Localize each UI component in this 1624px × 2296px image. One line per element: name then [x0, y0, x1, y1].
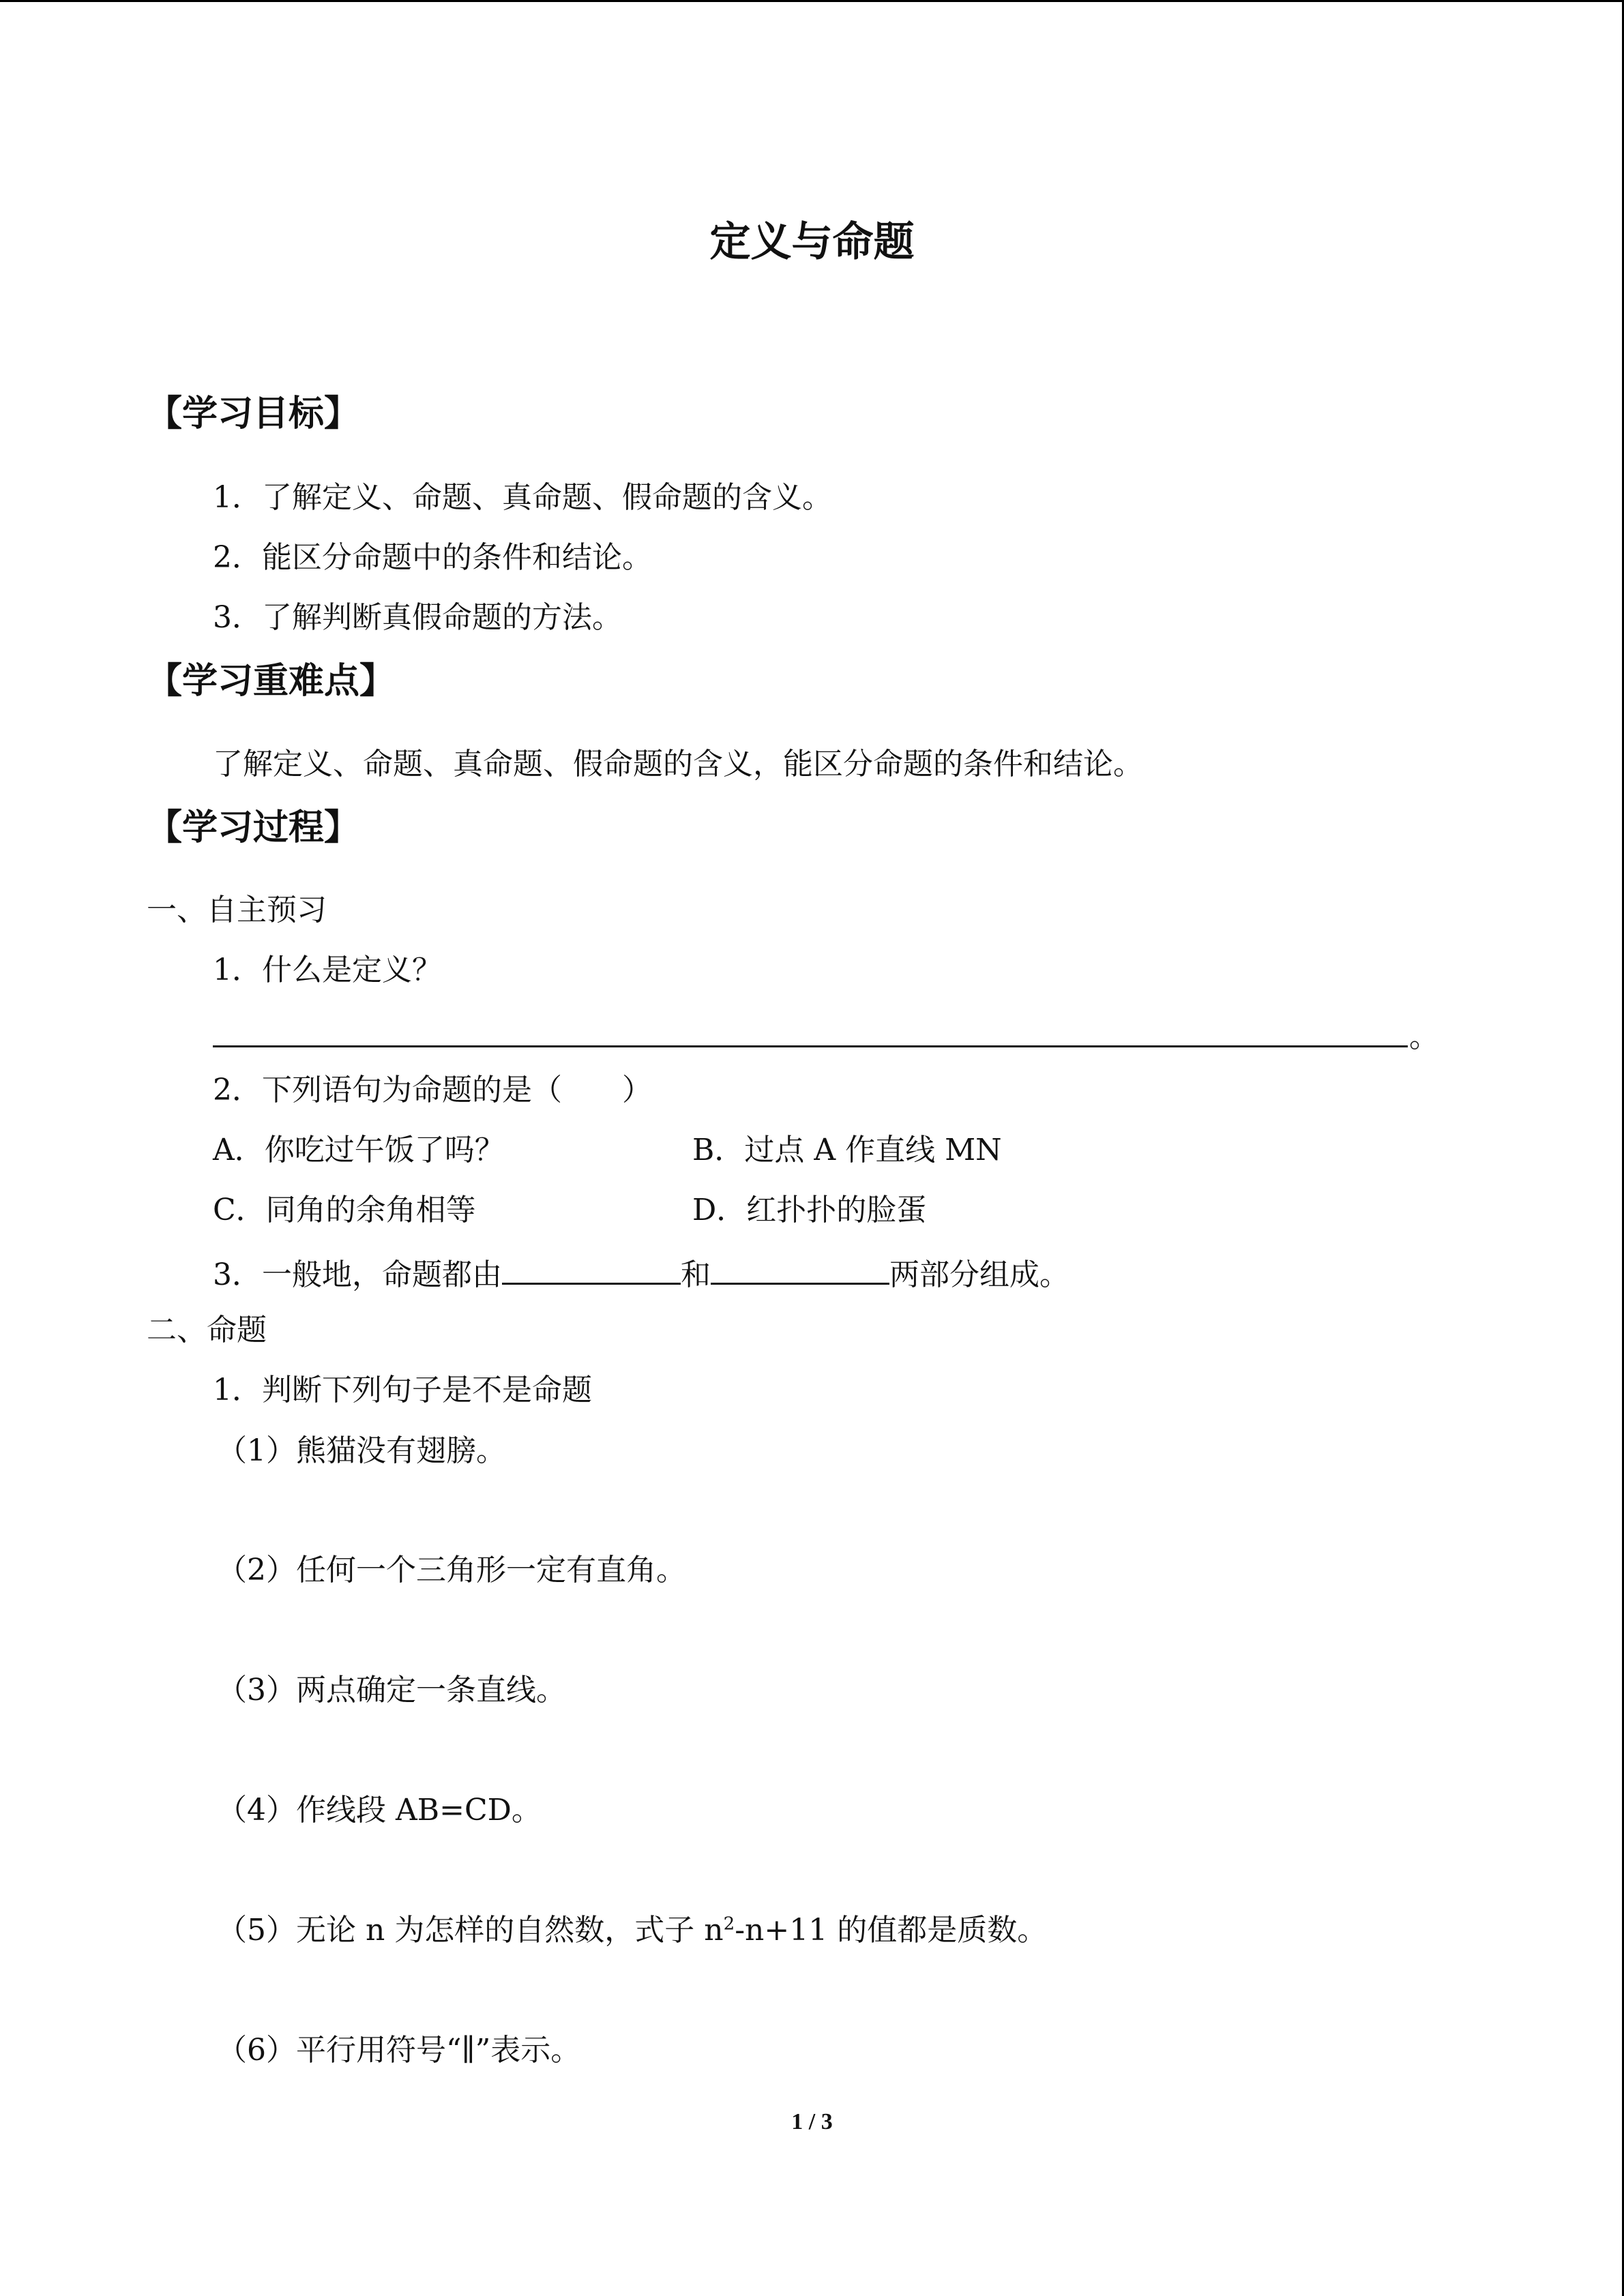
fill-blank-conclusion[interactable]	[711, 1255, 889, 1285]
statement-5	[217, 1913, 1048, 1948]
part1-question-1: 1．什么是定义？	[213, 953, 442, 987]
part1-question-3	[213, 1255, 1069, 1290]
statement-6: （6）平行用符号“∥”表示。	[217, 2033, 581, 2068]
statement-2: （2）任何一个三角形一定有直角。	[217, 1553, 686, 1587]
part2-heading: 二、命题	[147, 1313, 267, 1347]
process-heading: 【学习过程】	[147, 807, 360, 848]
answer-blank-line[interactable]	[213, 1045, 1408, 1047]
statement-5-end: -n+11 的值都是质数。	[735, 1913, 1048, 1948]
answer-line-end-mark: 。	[1409, 1019, 1439, 1054]
option-a: A．你吃过午饭了吗？	[213, 1133, 505, 1167]
question-3-end: 两部分组成。	[889, 1257, 1069, 1292]
goal-item-2: 2．能区分命题中的条件和结论。	[213, 540, 652, 575]
fill-blank-condition[interactable]	[502, 1255, 681, 1285]
key-points-text: 了解定义、命题、真命题、假命题的含义，能区分命题的条件和结论。	[213, 747, 1143, 781]
option-c: C．同角的余角相等	[213, 1193, 476, 1227]
part1-question-2: 2．下列语句为命题的是（ ）	[213, 1073, 652, 1107]
part2-question-1: 1．判断下列句子是不是命题	[213, 1373, 592, 1407]
statement-3: （3）两点确定一条直线。	[217, 1673, 566, 1708]
option-b: B．过点 A 作直线 MN	[692, 1133, 1002, 1167]
part1-heading: 一、自主预习	[147, 893, 327, 927]
question-3-start: 3．一般地，命题都由	[213, 1257, 502, 1292]
question-3-mid: 和	[681, 1257, 711, 1292]
goal-item-3: 3．了解判断真假命题的方法。	[213, 600, 622, 635]
option-d: D．红扑扑的脸蛋	[692, 1193, 927, 1227]
page-title: 定义与命题	[709, 218, 915, 266]
key-points-heading: 【学习重难点】	[147, 661, 396, 702]
goal-item-1: 1．了解定义、命题、真命题、假命题的含义。	[213, 480, 832, 515]
statement-4: （4）作线段 AB=CD。	[217, 1793, 542, 1828]
page-number: 1 / 3	[791, 2109, 833, 2134]
exponent: 2	[723, 1913, 735, 1935]
statement-5-start: （5）无论 n 为怎样的自然数，式子 n	[217, 1913, 724, 1948]
statement-1: （1）熊猫没有翅膀。	[217, 1433, 506, 1468]
goals-heading: 【学习目标】	[147, 393, 360, 434]
